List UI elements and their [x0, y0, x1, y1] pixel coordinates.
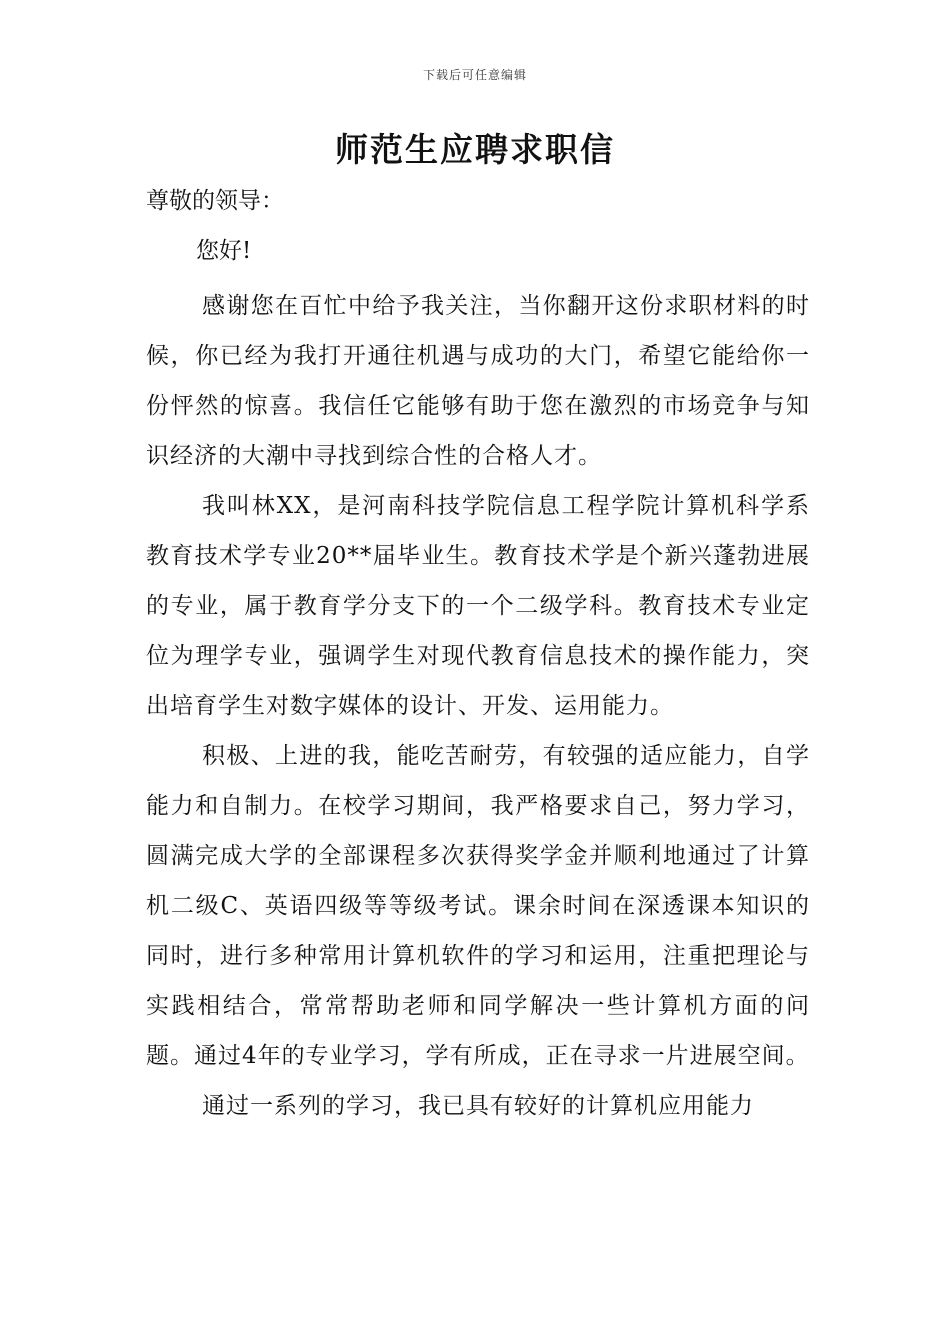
paragraph-background: 我叫林XX，是河南科技学院信息工程学院计算机科学系教育技术学专业20**届毕业生。教育技术学是个新兴蓬勃进展的专业，属于教育学分支下的一个二级学科。教育技术专业定位为理学专业，强调学生对现代教育信息技术的操作能力，突出培育学生对数字媒体的设计、开发、运用能力。: [146, 493, 810, 719]
letter-body: [146, 281, 810, 1131]
salutation: 尊敬的领导：: [146, 188, 284, 214]
paragraph-qualities: 积极、上进的我，能吃苦耐劳，有较强的适应能力，自学能力和自制力。在校学习期间，我严格要求自己，努力学习，圆满完成大学的全部课程多次获得奖学金并顺利地通过了计算机二级C、英语四级等等级考试。课余时间在深透课本知识的同时，进行多种常用计算机软件的学习和运用，注重把理论与实践相结合，常常帮助老师和同学解决一些计算机方面的问题。通过4年的专业学习，学有所成，正在寻求一片进展空间。: [146, 743, 810, 1069]
header-note: 下载后可任意编辑: [422, 68, 527, 82]
paragraph-intro: 感谢您在百忙中给予我关注，当你翻开这份求职材料的时候，你已经为我打开通往机遇与成功的大门，希望它能给你一份怦然的惊喜。我信任它能够有助于您在激烈的市场竞争与知识经济的大潮中寻找到综合性的合格人才。: [146, 293, 810, 469]
greeting: 您好!: [196, 238, 252, 264]
paragraph-skills: 通过一系列的学习，我已具有较好的计算机应用能力: [202, 1093, 754, 1119]
document-title: 师范生应聘求职信: [335, 130, 615, 169]
